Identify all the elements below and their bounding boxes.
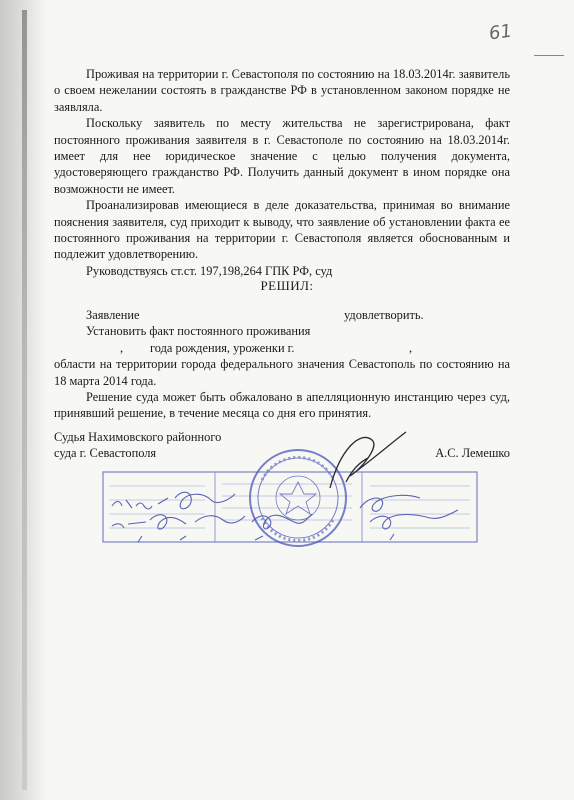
- birth-text: года рождения, уроженки г.: [150, 340, 295, 355]
- signature-block: [54, 429, 510, 462]
- corner-mark: [534, 55, 564, 56]
- resolution-line-3: [54, 340, 510, 356]
- judge-title-line-2: суда г. Севастополя: [54, 446, 157, 461]
- resolution-line-2: [54, 323, 510, 339]
- paragraph-1: Проживая на территории г. Севастополя по состоянию на 18.03.2014г. заявитель о своем нежелании состоять в гражданстве РФ в установленном законом порядке не заявляла.: [54, 67, 510, 114]
- round-court-seal: [250, 450, 346, 546]
- certification-stamp: [103, 472, 477, 542]
- judge-name: А.С. Лемешко: [435, 446, 510, 461]
- paragraph-2: Поскольку заявитель по месту жительства не зарегистрирована, факт постоянного проживания заявителя в г. Севастополе по состоянию на 18.03.2014г. имеет для нее юридическое значение с целью получения документа, удостоверяющего гражданство РФ. Получить данный документ в ином порядке она возможности не имеет.: [54, 116, 510, 196]
- resolution-statement-start: Заявление: [86, 308, 140, 322]
- resolution-line-1: [54, 307, 510, 323]
- redacted-comma-2: ,: [409, 340, 413, 355]
- scan-edge-streak: [22, 10, 27, 790]
- handwritten-stamp-entries: [112, 492, 458, 542]
- redacted-comma: ,: [120, 340, 124, 355]
- appeal-notice: Решение суда может быть обжаловано в апелляционную инстанцию через суд, принявший решение, в течение месяца со дня его принятия.: [54, 389, 510, 421]
- paragraph-3: Проанализировав имеющиеся в деле доказательства, принимая во внимание пояснения заявителя, суд приходит к выводу, что заявление об установлении факта ее постоянного проживания на территории г. Севастополя является обоснованным и подлежит удовлетворению.: [54, 198, 510, 262]
- establish-fact-text: Установить факт постоянного проживания: [86, 324, 311, 339]
- decision-heading: РЕШИЛ:: [260, 278, 314, 293]
- paragraph-4: Руководствуясь ст.ст. 197,198,264 ГПК РФ, суд: [86, 263, 333, 278]
- resolution-line-4: области на территории города федерального значения Севастополь по состоянию на 18 марта 2014 года.: [54, 357, 510, 388]
- handwritten-page-number: 61: [487, 20, 514, 45]
- resolution-statement-end: удовлетворить.: [344, 308, 424, 322]
- judge-title-line-1: Судья Нахимовского районного: [54, 430, 222, 444]
- reasoning-section: [54, 66, 510, 279]
- resolution-section: [54, 307, 510, 422]
